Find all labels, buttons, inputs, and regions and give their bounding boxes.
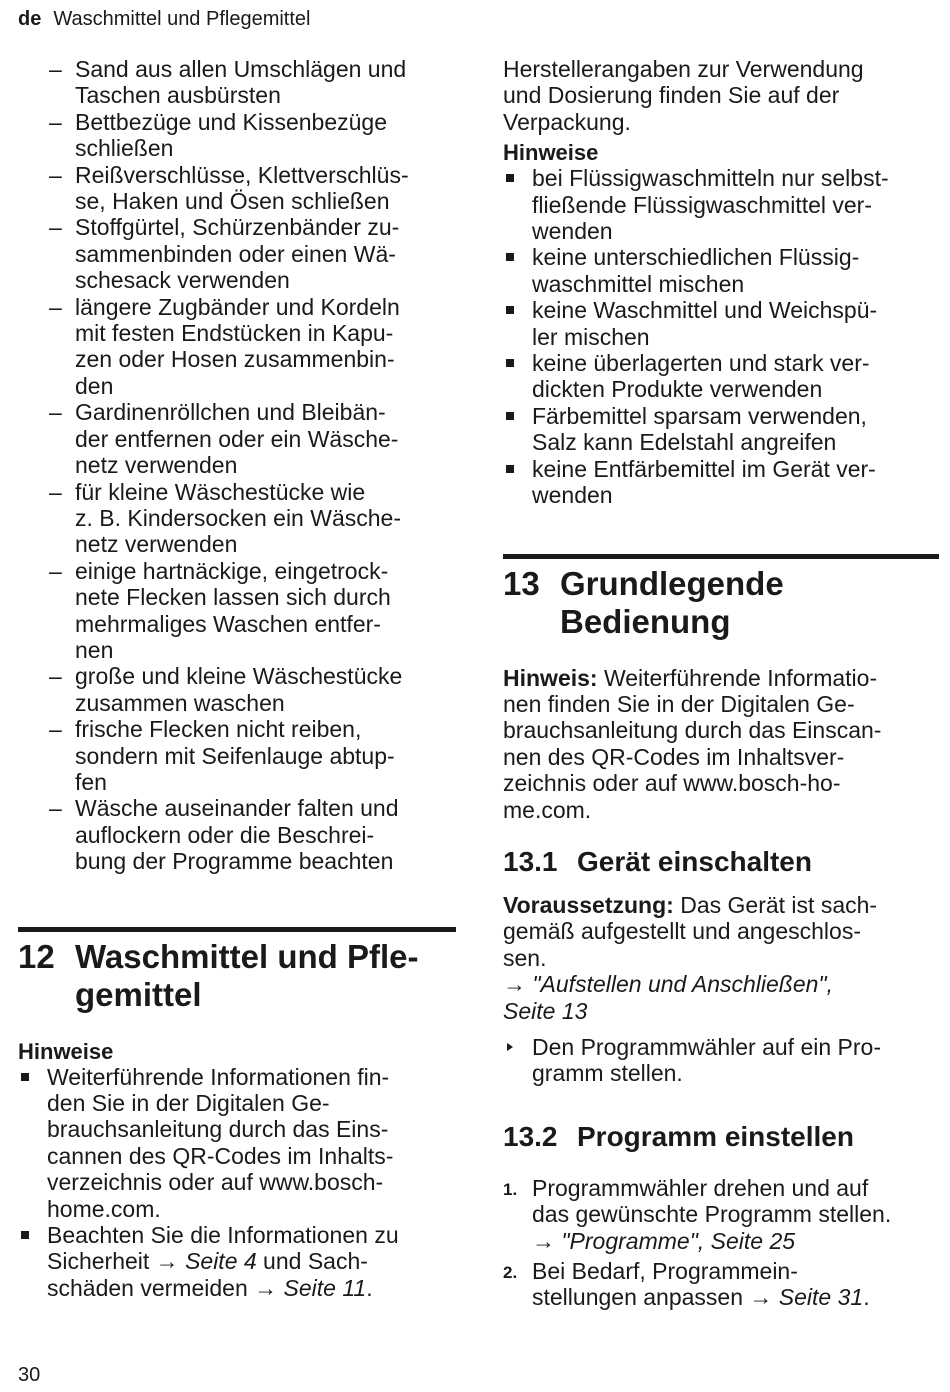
text-line: schließen xyxy=(75,135,174,162)
list-item xyxy=(18,56,456,109)
step-number: 1. xyxy=(503,1179,518,1199)
section-13-1-heading xyxy=(503,846,939,878)
text-line: wenden xyxy=(532,482,613,509)
text-line: und Dosierung finden Sie auf der xyxy=(503,82,840,109)
text-line: den xyxy=(75,372,114,399)
text-line: dickten Produkte verwenden xyxy=(532,376,823,403)
list-item xyxy=(18,162,456,215)
text-line: Sand aus allen Umschlägen und xyxy=(75,56,407,82)
text-line: gramm stellen. xyxy=(532,1060,683,1087)
chapter-12-heading xyxy=(18,932,456,1014)
list-item xyxy=(18,479,456,558)
text-line: mit festen Endstücken in Kapu- xyxy=(75,320,394,347)
text-line: z. B. Kindersocken ein Wäsche- xyxy=(75,504,401,531)
notes-list xyxy=(503,165,939,508)
text-line: waschmittel mischen xyxy=(532,270,745,297)
page-reference-link[interactable]: Seite 31 xyxy=(778,1284,864,1311)
text-line: mehrmaliges Waschen entfer- xyxy=(75,610,381,637)
text-line: längere Zugbänder und Kordeln xyxy=(75,293,400,320)
page-reference-link[interactable]: Seite 11 xyxy=(283,1274,367,1301)
prerequisite-paragraph: Voraussetzung: Das Gerät ist sach- gemäß aufgestellt und angeschlos- sen. → "Aufstellen und Anschließen", Seite 13 xyxy=(503,891,878,1024)
numbered-steps xyxy=(503,1175,939,1311)
text-line: auflockern oder die Beschrei- xyxy=(75,821,375,848)
text-line: bei Flüssigwaschmitteln nur selbst- xyxy=(532,165,889,192)
text-line: keine Entfärbemittel im Gerät ver- xyxy=(532,455,876,482)
text-line: große und kleine Wäschestücke xyxy=(75,663,403,690)
cross-reference-link[interactable]: → "Aufstellen und Anschließen", xyxy=(503,971,833,998)
text-line: frische Flecken nicht reiben, xyxy=(75,716,362,743)
note-item xyxy=(503,403,939,456)
list-item xyxy=(18,795,456,874)
note-item xyxy=(503,456,939,509)
running-header xyxy=(18,8,310,31)
cross-reference-link[interactable]: → "Programme", Seite 25 xyxy=(532,1227,796,1254)
text-line: sondern mit Seifenlauge abtup- xyxy=(75,742,395,769)
text-line: Salz kann Edelstahl angreifen xyxy=(532,429,837,456)
text-line: nen finden Sie in der Digitalen Ge- xyxy=(503,690,855,717)
notes-list xyxy=(18,1064,456,1302)
text-line: Färbemittel sparsam verwenden, xyxy=(532,402,867,429)
chapter-13-heading xyxy=(503,559,939,641)
text-line: Bettbezüge und Kissenbezüge xyxy=(75,108,388,135)
text-line: für kleine Wäschestücke wie xyxy=(75,478,366,505)
text-line: nete Flecken lassen sich durch xyxy=(75,584,391,611)
text-line: der entfernen oder ein Wäsche- xyxy=(75,425,399,452)
text-line: keine überlagerten und stark ver- xyxy=(532,350,870,377)
text-line: se, Haken und Ösen schließen xyxy=(75,188,390,215)
page-reference-link[interactable]: Seite 4 xyxy=(185,1248,257,1275)
text-line: Herstellerangaben zur Verwendung xyxy=(503,56,864,82)
note-item: Beachten Sie die Informationen zu Sicherheit → Seite 4 und Sach- schäden vermeiden → Seite 11. xyxy=(18,1222,456,1301)
text-line: verzeichnis oder auf www.bosch- xyxy=(47,1169,384,1196)
hint-paragraph: Hinweis: Weiterführende Informatio- nen finden Sie in der Digitalen Ge- brauchsanleitung durch das Einscan- nen des QR-Codes im Inhaltsver- zeichnis oder auf www.bosch-ho- me.com. xyxy=(503,664,882,823)
chapter-title-line: Grundlegende xyxy=(560,564,784,602)
text-line: brauchsanleitung durch das Einscan- xyxy=(503,717,882,744)
list-item xyxy=(18,558,456,664)
left-column xyxy=(18,56,456,1301)
right-column xyxy=(503,56,939,1315)
text-line: cannen des QR-Codes im Inhalts- xyxy=(47,1142,394,1169)
hint-label: Hinweis: xyxy=(503,664,598,691)
page-number: 30 xyxy=(18,1364,41,1386)
text-line: Reißverschlüsse, Klettverschlüs- xyxy=(75,161,409,188)
text-line: zeichnis oder auf www.bosch-ho- xyxy=(503,770,841,797)
section-title: Programm einstellen xyxy=(577,1120,854,1152)
list-item xyxy=(18,399,456,478)
chapter-number: 13 xyxy=(503,564,540,602)
text-line: Stoffgürtel, Schürzenbänder zu- xyxy=(75,214,400,241)
text-line: fen xyxy=(75,768,107,795)
list-item xyxy=(18,716,456,795)
list-item xyxy=(18,214,456,293)
text-line: Verpackung. xyxy=(503,108,631,135)
section-title: Gerät einschalten xyxy=(577,845,812,877)
intro-paragraph xyxy=(503,56,939,135)
text-line: sammenbinden oder einen Wä- xyxy=(75,240,396,267)
text-line: netz verwenden xyxy=(75,531,238,558)
text-line: ler mischen xyxy=(532,323,650,350)
text-line: home.com. xyxy=(47,1195,161,1222)
text-line: fließende Flüssigwaschmittel ver- xyxy=(532,191,873,218)
text-line: nen xyxy=(75,636,114,663)
chapter-title-line: Waschmittel und Pfle- xyxy=(75,937,419,975)
text-line: Wäsche auseinander falten und xyxy=(75,795,399,822)
text-line: zusammen waschen xyxy=(75,689,285,716)
text-line: bung der Programme beachten xyxy=(75,848,394,875)
text-line: Taschen ausbürsten xyxy=(75,82,281,109)
instruction-step xyxy=(503,1034,939,1087)
numbered-step: 1. Programmwähler drehen und auf das gewünschte Programm stellen. → "Programme", Seite 25 xyxy=(503,1174,892,1254)
text-line: schesack verwenden xyxy=(75,267,290,294)
section-13-2-heading xyxy=(503,1121,939,1153)
notes-label: Hinweise xyxy=(503,140,599,166)
note-item xyxy=(503,244,939,297)
text-line: einige hartnäckige, eingetrock- xyxy=(75,557,389,584)
text-line: me.com. xyxy=(503,796,592,823)
text-line: brauchsanleitung durch das Eins- xyxy=(47,1116,389,1143)
text-line: netz verwenden xyxy=(75,452,238,479)
section-number: 13.1 xyxy=(503,845,558,877)
language-code: de xyxy=(18,8,42,30)
text-line: Weiterführende Informationen fin- xyxy=(47,1063,390,1090)
prerequisite-label: Voraussetzung: xyxy=(503,891,674,918)
note-item xyxy=(503,165,939,244)
text-line: Gardinenröllchen und Bleibän- xyxy=(75,399,386,426)
list-item xyxy=(18,663,456,716)
text-line: nen des QR-Codes im Inhaltsver- xyxy=(503,743,845,770)
preparation-list xyxy=(18,56,456,875)
step-number: 2. xyxy=(503,1263,518,1282)
chapter-title-line: gemittel xyxy=(75,975,202,1013)
note-item xyxy=(503,350,939,403)
section-number: 13.2 xyxy=(503,1120,558,1152)
chapter-number: 12 xyxy=(18,937,55,975)
text-line: den Sie in der Digitalen Ge- xyxy=(47,1090,330,1116)
list-item xyxy=(18,294,456,400)
numbered-step: 2. Bei Bedarf, Programmein- stellungen anpassen → Seite 31. xyxy=(503,1258,870,1311)
note-item xyxy=(503,297,939,350)
text-line: keine unterschiedlichen Flüssig- xyxy=(532,244,860,271)
note-item xyxy=(18,1064,456,1222)
text-line: keine Waschmittel und Weichspü- xyxy=(532,297,878,324)
text-line: wenden xyxy=(532,218,613,245)
chapter-title-line: Bedienung xyxy=(560,602,731,640)
instruction-list xyxy=(503,1034,939,1087)
text-line: Den Programmwähler auf ein Pro- xyxy=(532,1033,881,1060)
notes-label: Hinweise xyxy=(18,1038,114,1064)
running-title: Waschmittel und Pflegemittel xyxy=(53,8,311,30)
text-line: zen oder Hosen zusammenbin- xyxy=(75,346,395,373)
list-item xyxy=(18,109,456,162)
cross-reference-link[interactable]: Seite 13 xyxy=(503,997,588,1024)
